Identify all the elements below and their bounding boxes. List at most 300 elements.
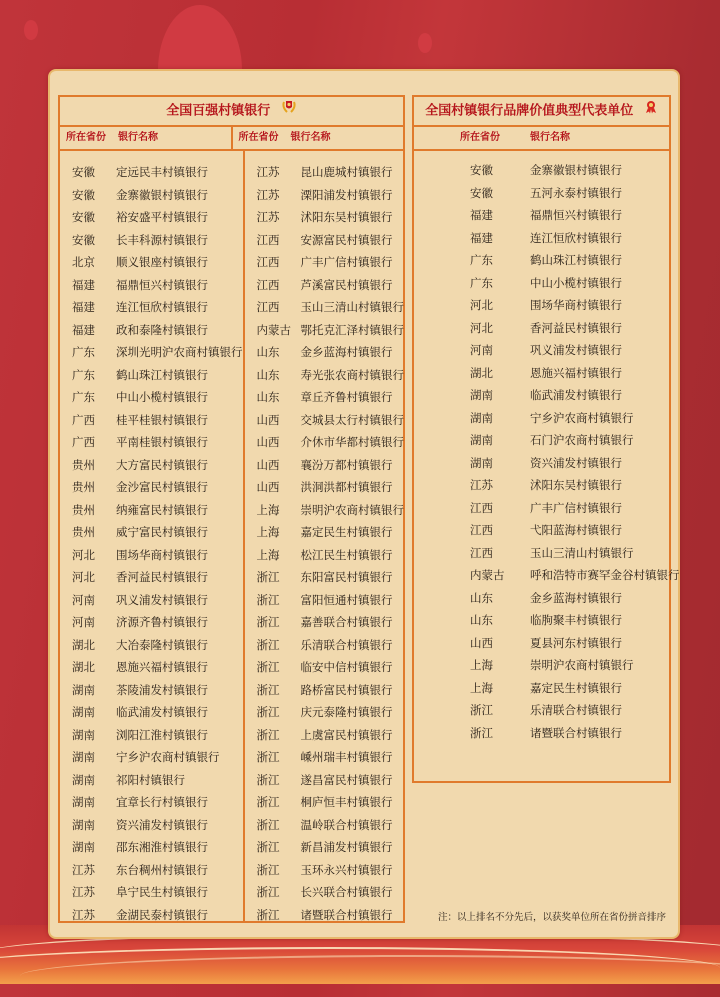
bank-name-cell: 浏阳江淮村镇银行 bbox=[116, 727, 208, 742]
bank-name-cell: 襄汾万都村镇银行 bbox=[300, 457, 393, 472]
table-row bbox=[245, 656, 405, 679]
content-card bbox=[48, 69, 680, 939]
province-cell: 湖南 bbox=[72, 772, 95, 787]
table-row bbox=[245, 499, 405, 522]
bank-name-cell: 长丰科源村镇银行 bbox=[116, 232, 208, 247]
province-cell: 浙江 bbox=[256, 637, 280, 652]
bank-name-cell: 福鼎恒兴村镇银行 bbox=[116, 277, 208, 292]
province-cell: 广东 bbox=[72, 367, 95, 382]
bank-name-cell: 沭阳东吴村镇银行 bbox=[300, 210, 393, 224]
bank-name-cell: 五河永泰村镇银行 bbox=[530, 185, 622, 200]
province-cell: 江西 bbox=[256, 300, 280, 314]
table-row bbox=[414, 407, 680, 430]
province-cell: 上海 bbox=[470, 658, 493, 672]
bank-name-cell: 定远民丰村镇银行 bbox=[116, 165, 208, 179]
province-cell: 安徽 bbox=[72, 232, 95, 247]
bank-name-cell: 寿光张农商村镇银行 bbox=[300, 367, 404, 382]
brand-value-banks-table bbox=[412, 95, 680, 783]
table-row bbox=[245, 701, 405, 724]
province-cell: 贵州 bbox=[72, 457, 95, 472]
bank-name-cell: 阜宁民生村镇银行 bbox=[116, 885, 208, 899]
bank-name-cell: 弋阳蓝海村镇银行 bbox=[530, 523, 622, 537]
bank-name-cell: 交城县太行村镇银行 bbox=[300, 412, 404, 427]
bank-name-cell: 桐庐恒丰村镇银行 bbox=[300, 795, 393, 809]
province-cell: 江苏 bbox=[72, 885, 95, 899]
top-100-banks-table bbox=[58, 95, 405, 923]
province-cell: 浙江 bbox=[256, 682, 280, 697]
province-cell: 河南 bbox=[72, 615, 95, 629]
bank-name-cell: 富阳恒通村镇银行 bbox=[300, 592, 393, 607]
table-row bbox=[60, 701, 243, 724]
bank-name-cell: 诸暨联合村镇银行 bbox=[530, 725, 622, 740]
table-row bbox=[414, 159, 680, 182]
bank-name-cell: 新昌浦发村镇银行 bbox=[300, 840, 393, 854]
bank-name-cell: 宁乡沪农商村镇银行 bbox=[530, 410, 634, 425]
table-row bbox=[245, 251, 405, 274]
province-cell: 浙江 bbox=[256, 570, 280, 584]
bank-name-cell: 大冶泰隆村镇银行 bbox=[116, 637, 208, 652]
province-cell: 山西 bbox=[256, 480, 280, 494]
table-row bbox=[245, 521, 405, 544]
table-row bbox=[60, 904, 243, 927]
table-row bbox=[414, 182, 680, 205]
table-row bbox=[414, 677, 680, 700]
province-cell: 山东 bbox=[256, 345, 280, 359]
table-row bbox=[60, 274, 243, 297]
province-cell: 安徽 bbox=[470, 185, 493, 200]
bank-name-cell: 遂昌富民村镇银行 bbox=[300, 772, 393, 787]
table-row bbox=[245, 476, 405, 499]
table-title bbox=[414, 97, 669, 127]
table-row bbox=[60, 319, 243, 342]
province-cell: 浙江 bbox=[256, 817, 280, 832]
table-column bbox=[414, 151, 680, 781]
table-row bbox=[414, 362, 680, 385]
table-row bbox=[245, 364, 405, 387]
province-cell: 河北 bbox=[470, 320, 493, 335]
table-row bbox=[245, 836, 405, 859]
table-row bbox=[414, 384, 680, 407]
bank-name-cell: 路桥富民村镇银行 bbox=[300, 682, 393, 697]
province-cell: 河南 bbox=[470, 343, 493, 357]
bank-name-cell: 临安中信村镇银行 bbox=[300, 660, 393, 674]
province-cell: 广西 bbox=[72, 435, 95, 449]
table-row bbox=[414, 722, 680, 745]
bank-name-cell: 顺义银座村镇银行 bbox=[116, 255, 208, 269]
table-row bbox=[414, 699, 680, 722]
table-row bbox=[414, 204, 680, 227]
table-row bbox=[414, 227, 680, 250]
table-row bbox=[60, 544, 243, 567]
table-row bbox=[60, 364, 243, 387]
province-cell: 湖南 bbox=[72, 840, 95, 854]
table-title bbox=[60, 97, 403, 127]
province-cell: 湖北 bbox=[72, 637, 95, 652]
table-row bbox=[245, 589, 405, 612]
table-row bbox=[60, 251, 243, 274]
header-province: 所在省份 bbox=[66, 132, 106, 143]
table-row bbox=[60, 769, 243, 792]
table-row bbox=[60, 521, 243, 544]
province-cell: 上海 bbox=[470, 680, 493, 695]
table-row bbox=[60, 499, 243, 522]
table-row bbox=[245, 341, 405, 364]
bank-name-cell: 广丰广信村镇银行 bbox=[300, 255, 393, 269]
table-row bbox=[414, 474, 680, 497]
table-row bbox=[60, 634, 243, 657]
table-row bbox=[60, 184, 243, 207]
table-row bbox=[245, 544, 405, 567]
province-cell: 山西 bbox=[256, 457, 280, 472]
province-cell: 湖北 bbox=[470, 365, 493, 380]
table-row bbox=[60, 679, 243, 702]
table-row bbox=[414, 632, 680, 655]
province-cell: 广东 bbox=[72, 390, 95, 404]
table-row bbox=[60, 229, 243, 252]
bank-name-cell: 芦溪富民村镇银行 bbox=[300, 277, 393, 292]
table-row bbox=[245, 454, 405, 477]
bank-name-cell: 围场华商村镇银行 bbox=[530, 298, 622, 312]
bank-name-cell: 济源齐鲁村镇银行 bbox=[116, 615, 208, 629]
bank-name-cell: 连江恒欣村镇银行 bbox=[530, 230, 622, 245]
bank-name-cell: 玉山三清山村镇银行 bbox=[530, 545, 634, 560]
province-cell: 湖南 bbox=[470, 388, 493, 402]
background-dot bbox=[24, 20, 38, 40]
table-row bbox=[414, 429, 680, 452]
province-cell: 湖南 bbox=[72, 817, 95, 832]
bank-name-cell: 金湖民泰村镇银行 bbox=[116, 907, 208, 922]
province-cell: 山西 bbox=[470, 635, 493, 650]
province-cell: 福建 bbox=[470, 208, 493, 222]
table-row bbox=[414, 564, 680, 587]
province-cell: 贵州 bbox=[72, 525, 95, 539]
province-cell: 山东 bbox=[256, 390, 280, 404]
table-row bbox=[414, 609, 680, 632]
bank-name-cell: 崇明沪农商村镇银行 bbox=[530, 658, 634, 672]
province-cell: 江西 bbox=[256, 232, 280, 247]
bank-name-cell: 金乡蓝海村镇银行 bbox=[300, 345, 393, 359]
bank-name-cell: 金乡蓝海村镇银行 bbox=[530, 590, 622, 605]
bank-name-cell: 诸暨联合村镇银行 bbox=[300, 907, 393, 922]
bank-name-cell: 洪洞洪都村镇银行 bbox=[300, 480, 393, 494]
bank-name-cell: 围场华商村镇银行 bbox=[116, 547, 208, 562]
bank-name-cell: 章丘齐鲁村镇银行 bbox=[300, 390, 393, 404]
province-cell: 山东 bbox=[256, 367, 280, 382]
bank-name-cell: 临武浦发村镇银行 bbox=[116, 705, 208, 719]
bank-name-cell: 溧阳浦发村镇银行 bbox=[300, 187, 393, 202]
bank-name-cell: 邵东湘淮村镇银行 bbox=[116, 840, 208, 854]
award-ribbon-icon bbox=[644, 97, 658, 125]
light-wave bbox=[20, 955, 720, 997]
province-cell: 浙江 bbox=[256, 727, 280, 742]
table-row bbox=[245, 431, 405, 454]
bank-name-cell: 大方富民村镇银行 bbox=[116, 457, 208, 472]
bank-name-cell: 介休市华都村镇银行 bbox=[300, 435, 404, 449]
province-cell: 湖南 bbox=[470, 433, 493, 447]
header-province: 所在省份 bbox=[460, 132, 500, 143]
table-row bbox=[245, 814, 405, 837]
bank-name-cell: 宁乡沪农商村镇银行 bbox=[116, 750, 220, 764]
bank-name-cell: 广丰广信村镇银行 bbox=[530, 500, 622, 515]
table-row bbox=[60, 859, 243, 882]
table-header bbox=[414, 127, 669, 151]
table-row bbox=[60, 431, 243, 454]
bank-name-cell: 呼和浩特市赛罕金谷村镇银行 bbox=[530, 568, 680, 582]
bank-name-cell: 裕安盛平村镇银行 bbox=[116, 210, 208, 224]
province-cell: 福建 bbox=[72, 277, 95, 292]
province-cell: 山东 bbox=[470, 590, 493, 605]
bank-name-cell: 巩义浦发村镇银行 bbox=[116, 592, 208, 607]
table-row bbox=[245, 769, 405, 792]
table-row bbox=[60, 409, 243, 432]
bank-name-cell: 嘉定民生村镇银行 bbox=[300, 525, 393, 539]
province-cell: 湖北 bbox=[72, 660, 95, 674]
table-title-text: 全国村镇银行品牌价值典型代表单位 bbox=[425, 103, 634, 119]
bank-name-cell: 祁阳村镇银行 bbox=[116, 772, 185, 787]
table-row bbox=[60, 296, 243, 319]
province-cell: 江苏 bbox=[256, 210, 280, 224]
bank-name-cell: 中山小榄村镇银行 bbox=[530, 275, 622, 290]
bank-name-cell: 平南桂银村镇银行 bbox=[116, 435, 208, 449]
province-cell: 广东 bbox=[72, 345, 95, 359]
table-row bbox=[245, 679, 405, 702]
bank-name-cell: 鹤山珠江村镇银行 bbox=[116, 367, 208, 382]
table-row bbox=[414, 542, 680, 565]
province-cell: 浙江 bbox=[256, 750, 280, 764]
bank-name-cell: 连江恒欣村镇银行 bbox=[116, 300, 208, 314]
table-row bbox=[245, 274, 405, 297]
province-cell: 江西 bbox=[470, 523, 493, 537]
bank-name-cell: 临武浦发村镇银行 bbox=[530, 388, 622, 402]
table-row bbox=[245, 229, 405, 252]
table-row bbox=[60, 341, 243, 364]
bank-name-cell: 香河益民村镇银行 bbox=[530, 320, 622, 335]
province-cell: 江苏 bbox=[256, 165, 280, 179]
bank-name-cell: 温岭联合村镇银行 bbox=[300, 817, 393, 832]
header-bank-name: 银行名称 bbox=[290, 132, 331, 143]
table-row bbox=[245, 634, 405, 657]
footnote: 注：以上排名不分先后，以获奖单位所在省份拼音排序 bbox=[437, 912, 666, 923]
bank-name-cell: 政和泰隆村镇银行 bbox=[116, 322, 208, 337]
table-row bbox=[60, 814, 243, 837]
province-cell: 贵州 bbox=[72, 502, 95, 517]
province-cell: 河北 bbox=[72, 547, 95, 562]
province-cell: 安徽 bbox=[72, 187, 95, 202]
bank-name-cell: 深圳光明沪农商村镇银行 bbox=[116, 345, 243, 359]
table-row bbox=[60, 386, 243, 409]
bank-name-cell: 乐清联合村镇银行 bbox=[300, 637, 393, 652]
table-row bbox=[60, 589, 243, 612]
table-row bbox=[60, 206, 243, 229]
table-column-1 bbox=[60, 151, 243, 921]
table-row bbox=[414, 317, 680, 340]
table-row bbox=[245, 184, 405, 207]
header-bank-name: 银行名称 bbox=[118, 132, 158, 143]
province-cell: 上海 bbox=[256, 525, 280, 539]
table-header bbox=[60, 127, 403, 151]
province-cell: 河北 bbox=[470, 298, 493, 312]
table-row bbox=[60, 836, 243, 859]
province-cell: 江苏 bbox=[470, 478, 493, 492]
table-row bbox=[60, 611, 243, 634]
province-cell: 江西 bbox=[256, 277, 280, 292]
province-cell: 湖南 bbox=[72, 795, 95, 809]
province-cell: 山东 bbox=[470, 613, 493, 627]
table-row bbox=[245, 611, 405, 634]
province-cell: 浙江 bbox=[256, 772, 280, 787]
bank-name-cell: 昆山鹿城村镇银行 bbox=[300, 165, 393, 179]
table-row bbox=[245, 791, 405, 814]
table-row bbox=[245, 161, 405, 184]
table-row bbox=[245, 386, 405, 409]
bank-name-cell: 石门沪农商村镇银行 bbox=[530, 433, 634, 447]
bank-name-cell: 庆元泰隆村镇银行 bbox=[300, 705, 393, 719]
bank-name-cell: 沭阳东吴村镇银行 bbox=[530, 478, 622, 492]
province-cell: 浙江 bbox=[256, 592, 280, 607]
table-row bbox=[60, 161, 243, 184]
table-row bbox=[60, 881, 243, 904]
province-cell: 上海 bbox=[256, 502, 280, 517]
table-row bbox=[245, 859, 405, 882]
province-cell: 江西 bbox=[256, 255, 280, 269]
table-row bbox=[245, 296, 405, 319]
table-row bbox=[245, 409, 405, 432]
table-row bbox=[414, 249, 680, 272]
province-cell: 江西 bbox=[470, 500, 493, 515]
province-cell: 江苏 bbox=[72, 907, 95, 922]
province-cell: 浙江 bbox=[256, 660, 280, 674]
bank-name-cell: 东阳富民村镇银行 bbox=[300, 570, 393, 584]
table-row bbox=[245, 319, 405, 342]
bank-name-cell: 资兴浦发村镇银行 bbox=[116, 817, 208, 832]
province-cell: 安徽 bbox=[72, 210, 95, 224]
bank-name-cell: 夏县河东村镇银行 bbox=[530, 635, 622, 650]
province-cell: 湖南 bbox=[470, 455, 493, 470]
bank-name-cell: 恩施兴福村镇银行 bbox=[116, 660, 208, 674]
province-cell: 福建 bbox=[72, 322, 95, 337]
bank-name-cell: 桂平桂银村镇银行 bbox=[116, 412, 208, 427]
laurel-medal-icon bbox=[281, 97, 297, 125]
province-cell: 湖南 bbox=[72, 705, 95, 719]
table-row bbox=[414, 587, 680, 610]
province-cell: 浙江 bbox=[256, 840, 280, 854]
bank-name-cell: 巩义浦发村镇银行 bbox=[530, 343, 622, 357]
table-row bbox=[245, 746, 405, 769]
province-cell: 上海 bbox=[256, 547, 280, 562]
bank-name-cell: 崇明沪农商村镇银行 bbox=[300, 502, 404, 517]
bank-name-cell: 金寨徽银村镇银行 bbox=[530, 163, 622, 177]
table-row bbox=[245, 881, 405, 904]
province-cell: 广东 bbox=[470, 253, 493, 267]
bank-name-cell: 资兴浦发村镇银行 bbox=[530, 455, 622, 470]
table-row bbox=[414, 452, 680, 475]
table-row bbox=[245, 724, 405, 747]
province-cell: 安徽 bbox=[470, 163, 493, 177]
table-row bbox=[60, 454, 243, 477]
header-bank-name: 银行名称 bbox=[530, 132, 570, 143]
bank-name-cell: 恩施兴福村镇银行 bbox=[530, 365, 622, 380]
table-row bbox=[60, 476, 243, 499]
province-cell: 北京 bbox=[72, 255, 95, 269]
province-cell: 湖南 bbox=[72, 682, 95, 697]
table-row bbox=[60, 746, 243, 769]
bank-name-cell: 纳雍富民村镇银行 bbox=[116, 502, 208, 517]
province-cell: 河南 bbox=[72, 592, 95, 607]
table-row bbox=[245, 566, 405, 589]
bank-name-cell: 上虞富民村镇银行 bbox=[300, 727, 393, 742]
bank-name-cell: 乐清联合村镇银行 bbox=[530, 703, 622, 717]
province-cell: 浙江 bbox=[256, 705, 280, 719]
bank-name-cell: 鄂托克汇泽村镇银行 bbox=[300, 322, 404, 337]
bank-name-cell: 嘉善联合村镇银行 bbox=[300, 615, 393, 629]
bank-name-cell: 安源富民村镇银行 bbox=[300, 232, 393, 247]
province-cell: 浙江 bbox=[256, 615, 280, 629]
table-row bbox=[245, 904, 405, 927]
bank-name-cell: 威宁富民村镇银行 bbox=[116, 525, 208, 539]
background-dot bbox=[418, 33, 432, 53]
table-row bbox=[414, 497, 680, 520]
province-cell: 内蒙古 bbox=[256, 322, 291, 337]
table-row bbox=[60, 791, 243, 814]
bank-name-cell: 长兴联合村镇银行 bbox=[300, 885, 393, 899]
table-row bbox=[245, 206, 405, 229]
province-cell: 山西 bbox=[256, 412, 280, 427]
bank-name-cell: 福鼎恒兴村镇银行 bbox=[530, 208, 622, 222]
province-cell: 浙江 bbox=[256, 795, 280, 809]
province-cell: 山西 bbox=[256, 435, 280, 449]
table-row bbox=[60, 724, 243, 747]
province-cell: 湖南 bbox=[72, 727, 95, 742]
bank-name-cell: 茶陵浦发村镇银行 bbox=[116, 682, 208, 697]
province-cell: 浙江 bbox=[470, 703, 493, 717]
table-row bbox=[414, 519, 680, 542]
table-row bbox=[414, 654, 680, 677]
table-row bbox=[414, 339, 680, 362]
province-cell: 河北 bbox=[72, 570, 95, 584]
bank-name-cell: 嵊州瑞丰村镇银行 bbox=[300, 750, 393, 764]
bank-name-cell: 临朐聚丰村镇银行 bbox=[530, 613, 622, 627]
province-cell: 江西 bbox=[470, 545, 493, 560]
bank-name-cell: 宜章长行村镇银行 bbox=[116, 795, 208, 809]
province-cell: 贵州 bbox=[72, 480, 95, 494]
bank-name-cell: 香河益民村镇银行 bbox=[116, 570, 208, 584]
province-cell: 福建 bbox=[470, 230, 493, 245]
table-row bbox=[60, 566, 243, 589]
province-cell: 福建 bbox=[72, 300, 95, 314]
province-cell: 湖南 bbox=[470, 410, 493, 425]
province-cell: 湖南 bbox=[72, 750, 95, 764]
province-cell: 浙江 bbox=[256, 885, 280, 899]
table-row bbox=[414, 294, 680, 317]
bank-name-cell: 东台稠州村镇银行 bbox=[116, 862, 208, 877]
bank-name-cell: 中山小榄村镇银行 bbox=[116, 390, 208, 404]
province-cell: 广西 bbox=[72, 412, 95, 427]
table-title-text: 全国百强村镇银行 bbox=[166, 103, 271, 119]
province-cell: 安徽 bbox=[72, 165, 95, 179]
table-column-2 bbox=[243, 151, 405, 921]
bank-name-cell: 嘉定民生村镇银行 bbox=[530, 680, 622, 695]
province-cell: 内蒙古 bbox=[470, 568, 505, 582]
province-cell: 浙江 bbox=[256, 907, 280, 922]
bank-name-cell: 松江民生村镇银行 bbox=[300, 547, 393, 562]
bank-name-cell: 金沙富民村镇银行 bbox=[116, 480, 208, 494]
header-province: 所在省份 bbox=[238, 132, 279, 143]
bank-name-cell: 金寨徽银村镇银行 bbox=[116, 187, 208, 202]
province-cell: 浙江 bbox=[256, 862, 280, 877]
province-cell: 江苏 bbox=[256, 187, 280, 202]
table-row bbox=[60, 656, 243, 679]
province-cell: 江苏 bbox=[72, 862, 95, 877]
